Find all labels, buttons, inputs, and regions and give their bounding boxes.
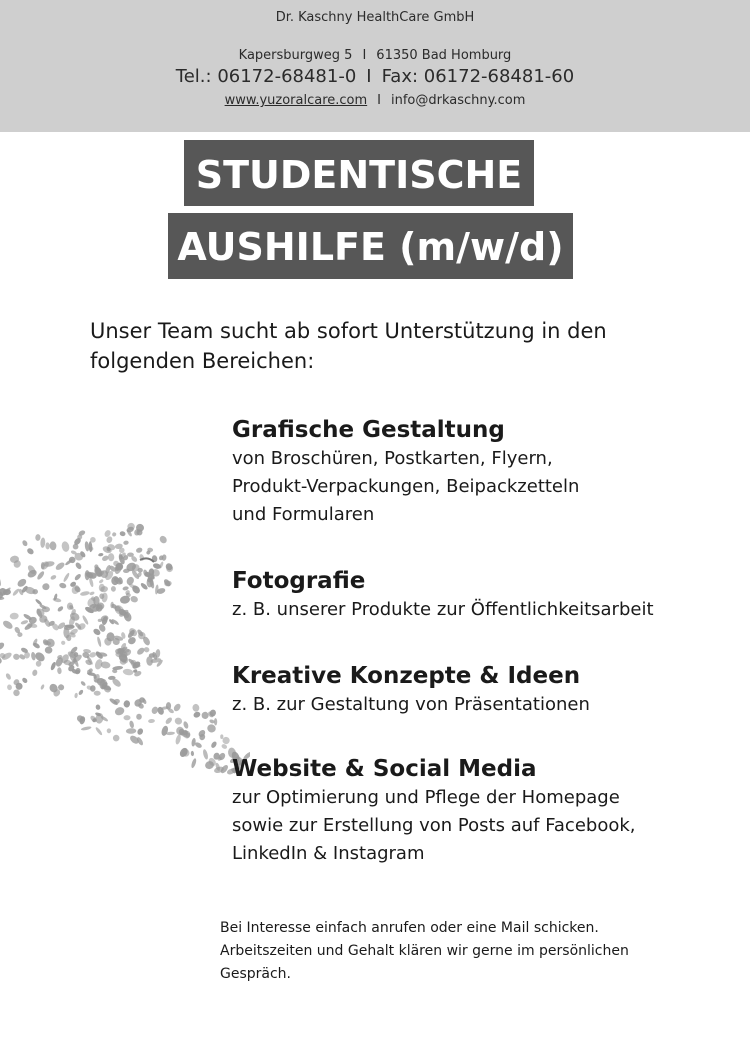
cheetah-spot	[124, 715, 131, 720]
cheetah-spot	[123, 700, 130, 708]
cheetah-spot	[61, 541, 71, 553]
cheetah-spot	[35, 534, 41, 541]
section-heading: Kreative Konzepte & Ideen	[232, 663, 581, 689]
cheetah-spot	[50, 661, 57, 671]
cheetah-spot	[54, 561, 65, 571]
cheetah-spot	[135, 547, 143, 554]
cheetah-spot	[220, 734, 223, 739]
cheetah-spot	[191, 751, 195, 756]
closing-line: Bei Interesse einfach anrufen oder eine Mail schicken.	[220, 920, 599, 936]
cheetah-spot	[78, 689, 84, 696]
cheetah-spot	[119, 531, 126, 537]
cheetah-spot	[96, 636, 102, 647]
cheetah-spot	[221, 743, 228, 750]
cheetah-spot	[107, 728, 112, 733]
cheetah-spot	[166, 702, 171, 710]
company-name: Dr. Kaschny HealthCare GmbH	[275, 10, 475, 25]
cheetah-spot	[62, 572, 70, 582]
cheetah-spot	[125, 576, 135, 587]
cheetah-spot	[81, 726, 92, 731]
section-fotografie	[232, 566, 732, 624]
title-line-1: STUDENTISCHE	[184, 140, 534, 206]
cheetah-spot	[40, 684, 45, 690]
cheetah-spot	[108, 553, 115, 561]
cheetah-spot	[45, 542, 50, 549]
cheetah-spot	[26, 547, 35, 556]
cheetah-spot	[21, 539, 28, 547]
section-line: und Formularen	[232, 504, 375, 525]
cheetah-spot	[114, 706, 126, 717]
cheetah-spot	[174, 717, 183, 726]
cheetah-spot	[122, 668, 133, 676]
cheetah-spot	[0, 575, 2, 586]
cheetah-spot	[175, 734, 182, 745]
cheetah-spot	[40, 537, 46, 548]
cheetah-spot	[0, 641, 5, 651]
section-website-social-media	[232, 754, 732, 868]
cheetah-spot	[201, 711, 209, 719]
section-line: zur Optimierung und Pflege der Homepage	[232, 787, 620, 808]
section-heading: Website & Social Media	[232, 756, 537, 782]
cheetah-spot	[84, 541, 90, 552]
cheetah-spot	[49, 541, 57, 550]
cheetah-spot	[9, 612, 18, 619]
cheetah-illustration	[0, 505, 250, 795]
closing-text	[220, 917, 690, 986]
fax: Fax: 06172-68481-60	[381, 66, 575, 87]
cheetah-spot	[57, 605, 64, 612]
section-grafische-gestaltung	[232, 415, 732, 529]
cheetah-spot	[13, 689, 21, 697]
cheetah-spot	[172, 702, 181, 712]
cheetah-spot	[210, 741, 218, 749]
cheetah-spot	[59, 582, 67, 589]
cheetah-spot	[94, 691, 101, 696]
cheetah-spot	[214, 718, 217, 725]
closing-line: Gespräch.	[220, 966, 291, 982]
title-line-2: AUSHILFE (m/w/d)	[168, 213, 573, 279]
cheetah-spot	[148, 719, 155, 723]
cheetah-spot	[95, 704, 101, 710]
section-line: LinkedIn & Instagram	[232, 843, 425, 864]
cheetah-spot	[42, 583, 50, 591]
cheetah-spot	[113, 735, 120, 742]
city: 61350 Bad Homburg	[376, 48, 512, 63]
cheetah-spot	[32, 669, 38, 676]
section-heading: Grafische Gestaltung	[232, 417, 505, 443]
cheetah-spot	[192, 703, 200, 712]
cheetah-spot	[74, 561, 82, 570]
section-line: Produkt-Verpackungen, Beipackzetteln	[232, 476, 580, 497]
cheetah-spot	[12, 588, 20, 597]
cheetah-spot	[95, 726, 103, 736]
cheetah-spot	[158, 535, 168, 545]
cheetah-spot	[21, 677, 28, 684]
cheetah-spot	[44, 646, 53, 654]
cheetah-spot	[57, 667, 62, 674]
cheetah-spot	[74, 573, 82, 581]
cheetah-spot	[98, 579, 104, 584]
section-line: sowie zur Erstellung von Posts auf Facebook,	[232, 815, 636, 836]
phone: Tel.: 06172-68481-0	[175, 66, 357, 87]
street: Kapersburgweg 5	[238, 48, 353, 63]
section-line: z. B. zur Gestaltung von Präsentationen	[232, 694, 590, 715]
address-line	[0, 48, 750, 63]
separator: I	[377, 93, 381, 108]
cheetah-spot	[126, 728, 137, 734]
cheetah-spot	[136, 727, 144, 735]
cheetah-spot	[36, 570, 45, 580]
cheetah-spot	[7, 684, 13, 690]
cheetah-spot	[123, 540, 129, 545]
section-heading: Fotografie	[232, 568, 366, 594]
cheetah-spot	[136, 646, 146, 656]
cheetah-spot	[183, 721, 190, 730]
cheetah-spot	[191, 738, 196, 747]
section-line: z. B. unserer Produkte zur Öffentlichkeitsarbeit	[232, 599, 654, 620]
cheetah-spot	[129, 720, 135, 728]
cheetah-spot	[111, 586, 116, 592]
cheetah-spot	[112, 532, 117, 537]
section-line: von Broschüren, Postkarten, Flyern,	[232, 448, 553, 469]
cheetah-spot	[80, 591, 90, 597]
letterhead	[0, 0, 750, 132]
cheetah-spot	[94, 658, 104, 670]
cheetah-spot	[151, 706, 160, 715]
cheetah-spot	[61, 640, 66, 645]
website-link[interactable]: www.yuzoralcare.com	[224, 93, 368, 108]
email[interactable]: info@drkaschny.com	[391, 93, 526, 108]
cheetah-spot	[45, 637, 57, 649]
phone-line	[0, 66, 750, 87]
cheetah-spot	[52, 597, 61, 603]
cheetah-spot	[74, 693, 78, 699]
cheetah-spot	[202, 749, 209, 760]
cheetah-spot	[130, 595, 139, 603]
cheetah-spot	[193, 711, 202, 719]
section-kreative-konzepte	[232, 661, 732, 719]
separator: I	[366, 66, 372, 87]
web-line	[0, 93, 750, 108]
cheetah-spot	[5, 673, 12, 681]
cheetah-spot	[80, 680, 86, 686]
cheetah-spot	[161, 554, 167, 561]
cheetah-spot	[164, 716, 173, 725]
cheetah-spot	[50, 574, 57, 580]
intro-text: Unser Team sucht ab sofort Unterstützung in den folgenden Bereichen:	[90, 319, 607, 373]
separator: I	[362, 48, 367, 63]
cheetah-spot	[98, 553, 104, 557]
cheetah-spot	[12, 653, 20, 661]
cheetah-spot	[89, 591, 95, 596]
cheetah-spot	[190, 758, 197, 769]
cheetah-spot	[0, 597, 4, 601]
cheetah-spot	[136, 714, 142, 720]
cheetah-spot	[2, 619, 15, 630]
cheetah-spot	[23, 613, 33, 621]
closing-line: Arbeitszeiten und Gehalt klären wir gerne im persönlichen	[220, 943, 629, 959]
